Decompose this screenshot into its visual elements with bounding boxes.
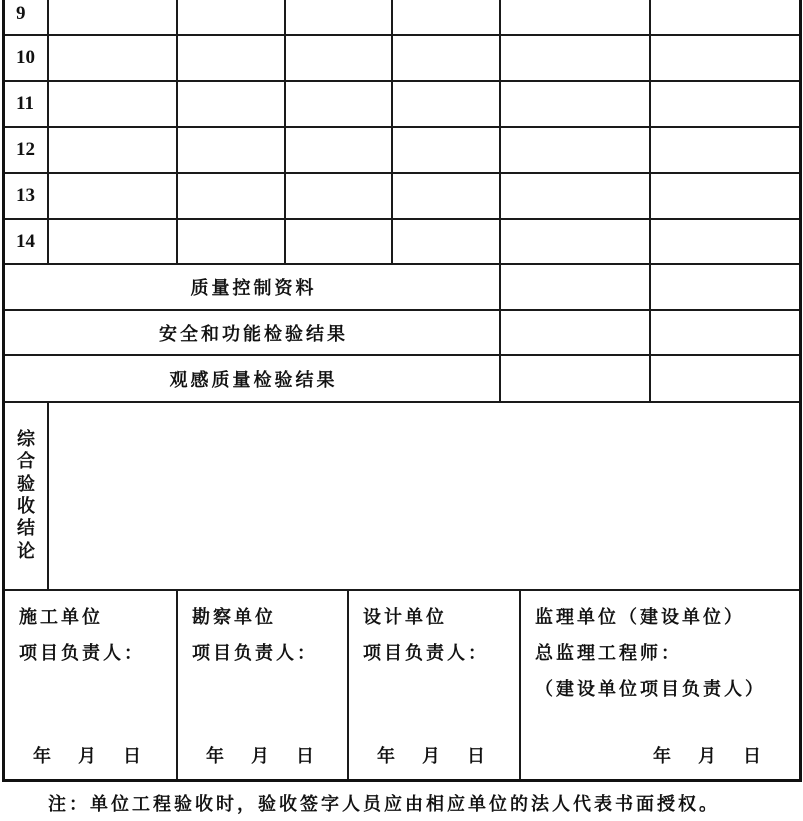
date-day: 日 [743,746,761,767]
summary-value-cell [499,354,651,403]
table-row [0,0,803,36]
table-row [0,126,803,174]
summary-value-cell [649,354,801,403]
table-cell [649,80,801,128]
summary-label-cell [3,309,501,356]
table-cell [391,34,501,82]
unit-name: 勘察单位 [192,607,276,628]
table-cell [649,34,801,82]
table-cell [649,0,801,36]
signature-block-supervision [519,589,801,782]
date-month: 月 [251,746,269,767]
row-number: 14 [16,230,35,252]
signature-block-construction [3,589,178,782]
table-cell [47,80,178,128]
table-cell [176,80,286,128]
date-day: 日 [123,746,141,767]
summary-label: 安全和功能检验结果 [159,323,348,345]
table-cell [47,34,178,82]
row-number: 12 [16,139,35,160]
table-cell [176,0,286,36]
date-line [377,744,485,770]
table-cell [176,218,286,265]
table-cell [391,218,501,265]
table-cell [284,172,393,220]
table-row [0,34,803,82]
table-row [0,172,803,220]
conclusion-row [0,401,803,591]
date-year: 年 [206,746,224,767]
table-cell [284,80,393,128]
table-cell [499,80,651,128]
row-number-cell [3,172,49,220]
summary-label: 观感质量检验结果 [169,369,338,391]
summary-label: 质量控制资料 [190,278,317,299]
summary-value-cell [499,263,651,311]
row-number: 9 [16,2,26,24]
table-cell [176,34,286,82]
table-cell [391,80,501,128]
summary-row-quality-control [0,263,803,311]
date-day: 日 [467,746,485,767]
unit-name: 施工单位 [19,607,103,628]
signature-row [0,589,803,782]
table-cell [649,218,801,265]
summary-label-cell [3,354,501,403]
signature-block-design [347,589,521,782]
row-number-cell [3,0,49,36]
date-year: 年 [33,746,51,767]
table-cell [499,218,651,265]
row-number-cell [3,34,49,82]
signer-label: 总监理工程师： [535,643,682,664]
table-cell [284,0,393,36]
table-cell [391,172,501,220]
date-year: 年 [653,746,671,767]
summary-value-cell [499,309,651,356]
table-row [0,80,803,128]
row-number: 13 [16,185,35,206]
unit-name: 设计单位 [363,607,447,628]
signer-label: 项目负责人： [19,643,145,664]
row-number-cell [3,80,49,128]
signer-label: 项目负责人： [192,643,318,664]
date-month: 月 [422,746,440,767]
table-cell [284,218,393,265]
table-cell [47,0,178,36]
table-cell [284,34,393,82]
signature-block-survey [176,589,349,782]
table-cell [649,126,801,174]
date-month: 月 [78,746,96,767]
table-cell [649,172,801,220]
table-cell [499,0,651,36]
signer-label: 项目负责人： [363,643,489,664]
summary-label-cell [3,263,501,311]
row-number-cell [3,218,49,265]
date-year: 年 [377,746,395,767]
summary-value-cell [649,309,801,356]
table-cell [47,218,178,265]
table-cell [499,34,651,82]
table-cell [47,172,178,220]
row-number: 11 [16,93,34,114]
conclusion-label-cell [3,401,49,591]
date-line [653,744,761,770]
conclusion-label: 综合验收结论 [17,428,35,562]
table-cell [391,126,501,174]
summary-row-safety-function [0,309,803,356]
table-cell [176,172,286,220]
table-row [0,218,803,265]
table-cell [499,172,651,220]
table-cell [284,126,393,174]
signer-alt-label: （建设单位项目负责人） [535,679,766,700]
table-cell [176,126,286,174]
conclusion-content-cell [47,401,801,591]
date-line [33,744,141,770]
date-month: 月 [698,746,716,767]
date-day: 日 [296,746,314,767]
row-number: 10 [16,47,35,68]
unit-name: 监理单位（建设单位） [535,607,745,628]
summary-value-cell [649,263,801,311]
summary-row-appearance-quality [0,354,803,403]
date-line [206,744,314,770]
footnote: 注：单位工程验收时，验收签字人员应由相应单位的法人代表书面授权。 [48,794,720,815]
row-number-cell [3,126,49,174]
table-cell [47,126,178,174]
table-cell [391,0,501,36]
table-cell [499,126,651,174]
